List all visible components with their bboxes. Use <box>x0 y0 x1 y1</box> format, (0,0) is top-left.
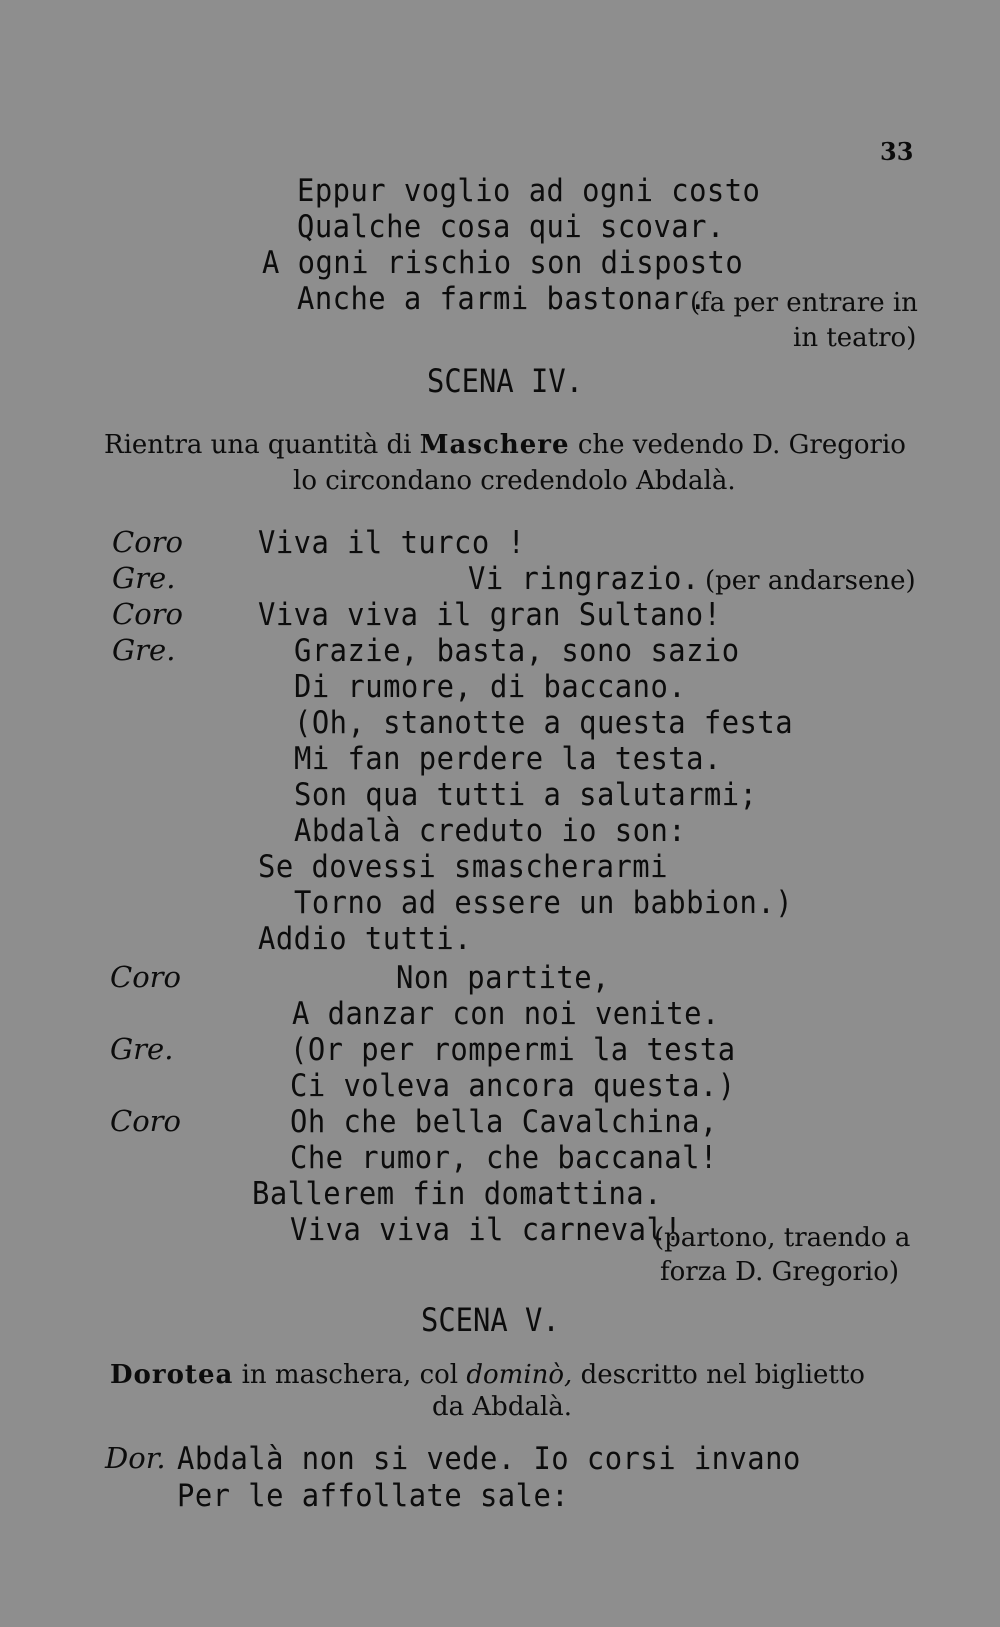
verse-line: Addio tutti. <box>258 921 472 957</box>
character-name: Maschere <box>419 430 570 460</box>
verse-line: Viva il turco ! <box>258 525 526 561</box>
scene-description <box>110 1362 865 1388</box>
verse-line: Eppur voglio ad ogni costo <box>297 173 761 209</box>
scene-description: da Abdalà. <box>432 1392 573 1422</box>
verse-line: Torno ad essere un babbion.) <box>294 885 794 921</box>
scene-heading: SCENA V. <box>421 1301 560 1339</box>
verse-line: (Or per rompermi la testa <box>290 1032 736 1068</box>
speaker-label: Coro <box>112 525 183 559</box>
verse-line: Oh che bella Cavalchina, <box>290 1104 718 1140</box>
verse-line: Se dovessi smascherarmi <box>258 849 668 885</box>
verse-line: (Oh, stanotte a questa festa <box>294 705 794 741</box>
speaker-label: Dor. <box>105 1441 166 1475</box>
verse-line: Ballerem fin domattina. <box>252 1176 662 1212</box>
scene-description-text: in maschera, col <box>241 1360 459 1390</box>
verse-line: Mi fan perdere la testa. <box>294 741 722 777</box>
stage-direction: (fa per entrare in <box>690 288 918 318</box>
verse-line: Che rumor, che baccanal! <box>290 1140 718 1176</box>
verse-line: Vi ringrazio. <box>468 561 700 597</box>
scene-description: lo circondano credendolo Abdalà. <box>293 466 736 496</box>
verse-line: Qualche cosa qui scovar. <box>297 209 725 245</box>
verse-line: A danzar con noi venite. <box>292 996 720 1032</box>
verse-line: Son qua tutti a salutarmi; <box>294 777 758 813</box>
verse-line: Anche a farmi bastonar. <box>297 281 707 317</box>
speaker-label: Coro <box>112 597 183 631</box>
speaker-label: Gre. <box>112 633 176 667</box>
stage-direction: forza D. Gregorio) <box>660 1257 900 1287</box>
speaker-label: Coro <box>110 960 181 994</box>
verse-line: Di rumore, di baccano. <box>294 669 687 705</box>
speaker-label: Coro <box>110 1104 181 1138</box>
speaker-label: Gre. <box>112 561 176 595</box>
page-number: 33 <box>880 137 914 166</box>
verse-line: Abdalà non si vede. Io corsi invano <box>177 1441 801 1477</box>
character-name: Dorotea <box>110 1360 234 1390</box>
scene-heading: SCENA IV. <box>427 362 584 400</box>
stage-direction: (per andarsene) <box>705 566 916 596</box>
verse-line: Abdalà creduto io son: <box>294 813 687 849</box>
verse-line: A ogni rischio son disposto <box>262 245 744 281</box>
verse-line: Non partite, <box>396 960 610 996</box>
scene-description-italic: dominò, <box>466 1360 573 1390</box>
verse-line: Grazie, basta, sono sazio <box>294 633 740 669</box>
verse-line: Per le affollate sale: <box>177 1478 570 1514</box>
verse-line: Ci voleva ancora questa.) <box>290 1068 736 1104</box>
speaker-label: Gre. <box>110 1032 174 1066</box>
verse-line: Viva viva il carneval! <box>290 1212 683 1248</box>
scene-description-text: descritto nel biglietto <box>580 1360 865 1390</box>
verse-line: Viva viva il gran Sultano! <box>258 597 722 633</box>
stage-direction: in teatro) <box>793 323 917 353</box>
stage-direction: (partono, traendo a <box>654 1223 911 1253</box>
scene-description <box>104 432 906 458</box>
scene-description-text: che vedendo D. Gregorio <box>577 430 906 460</box>
scene-description-text: Rientra una quantità di <box>104 430 412 460</box>
